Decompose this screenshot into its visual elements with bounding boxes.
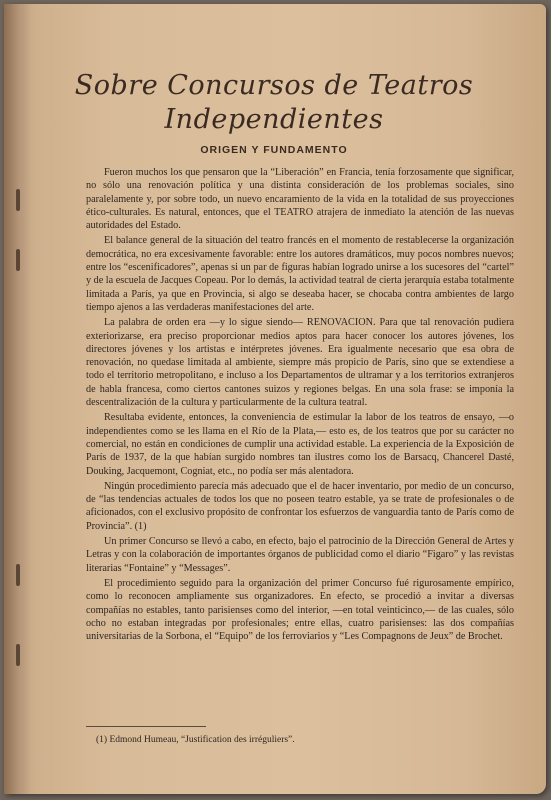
- subtitle: ORIGEN Y FUNDAMENTO: [200, 144, 348, 156]
- article-body: [86, 166, 514, 645]
- paragraph: El balance general de la situación del teatro francés en el momento de restablecerse la organización democrática, no era excesivamente favorable: entre los autores dramáticos, muy pocos nombres nuevos; entre los “escenificadores”, apenas si un par de figuras habían logrado unirse a los sucesores del “cartel” y de la escuela de Jacques Copeau. Por lo demás, la actividad teatral de cierta jerarquía estaba totalmente limitada a París, ya que en Provincia, si algo se deseaba hacer, se chocaba contra ambientes de largo tiempo ajenos a las verdaderas manifestaciones del arte.: [86, 235, 514, 313]
- title-line-2: Independientes: [164, 104, 384, 135]
- binding-staple: [16, 189, 20, 211]
- binding-staple: [16, 564, 20, 586]
- document-page: [4, 4, 546, 794]
- binding-staple: [16, 644, 20, 666]
- footnote-divider: [86, 726, 206, 727]
- paragraph: Fueron muchos los que pensaron que la “Liberación” en Francia, tenía forzosamente que significar, no sólo una renovación política y una distinta consideración de los problemas sociales, sino paralelamente y, por sobre todo, un nuevo encaramiento de la vida en la totalidad de sus proyecciones ético-culturales. Es natural, entonces, que el TEATRO atrajera de inmediato la atención de las nuevas autoridades del Estado.: [86, 167, 514, 232]
- paragraph: Un primer Concurso se llevó a cabo, en efecto, bajo el patrocinio de la Dirección General de Artes y Letras y con la colaboración de importantes órganos de publicidad como el diario “Figaro” y las revistas literarias “Fontaine” y “Messages”.: [86, 536, 514, 574]
- binding-staple: [16, 249, 20, 271]
- paragraph: El procedimiento seguido para la organización del primer Concurso fué rigurosamente empírico, como lo reconocen ampliamente sus organizadores. En efecto, se procedió a invitar a diversas compañías no estables, tanto parisienses como del interior, —en total veinticinco,— de las cuales, sólo ocho no estaban integradas por profesionales; entre ellas, cuatro parisienses: las dos compañías universitarias de la Sorbona, el “Equipo” de los ferroviarios y “Les Compagnons de Jeux” de Brochet.: [86, 577, 514, 643]
- paragraph: Resultaba evidente, entonces, la conveniencia de estimular la labor de los teatros de ensayo, —o independientes como se les llama en el Río de la Plata,— esto es, de los teatros que por su carácter no comercial, no están en condiciones de cumplir una actividad estable. La experiencia de la Exposición de París de 1937, de la que habían surgido nombres tan ilustres como los de Barsacq, Chancerel Dasté, Douking, Jacquemont, Cogniat, etc., no podía ser más alentadora.: [86, 412, 514, 477]
- paragraph: Ningún procedimiento parecía más adecuado que el de hacer inventario, por medio de un concurso, de “las tendencias actuales de todos los que no poseen teatro estable, ya se trate de profesionales o de aficionados, con el exclusivo propósito de confrontar los esfuerzos de vanguardia tanto de París como de Provincia”. (1): [86, 480, 514, 532]
- paragraph: La palabra de orden era —y lo sigue siendo— RENOVACION. Para que tal renovación pudiera exteriorizarse, era preciso proporcionar medios aptos para hacer conocer los autores jóvenes, los directores jóvenes y los artistas e intérpretes jóvenes. Era igualmente necesario que esa obra de renovación, no quedase limitada al ambiente, siempre más propicio de París, sino que se extendiese a todo el territorio metropolitano, e incluso a los Departamentos de ultramar y a los territorios extranjeros de habla francesa, como ciertos cantones suizos y regiones belgas. En una sola frase: se imponía la descentralización de la cultura y particularmente de la cultura teatral.: [86, 317, 514, 409]
- title-line-1: Sobre Concursos de Teatros: [74, 70, 474, 101]
- footnote: (1) Edmond Humeau, “Justification des irréguliers”.: [96, 735, 295, 745]
- page-spine: [4, 4, 30, 794]
